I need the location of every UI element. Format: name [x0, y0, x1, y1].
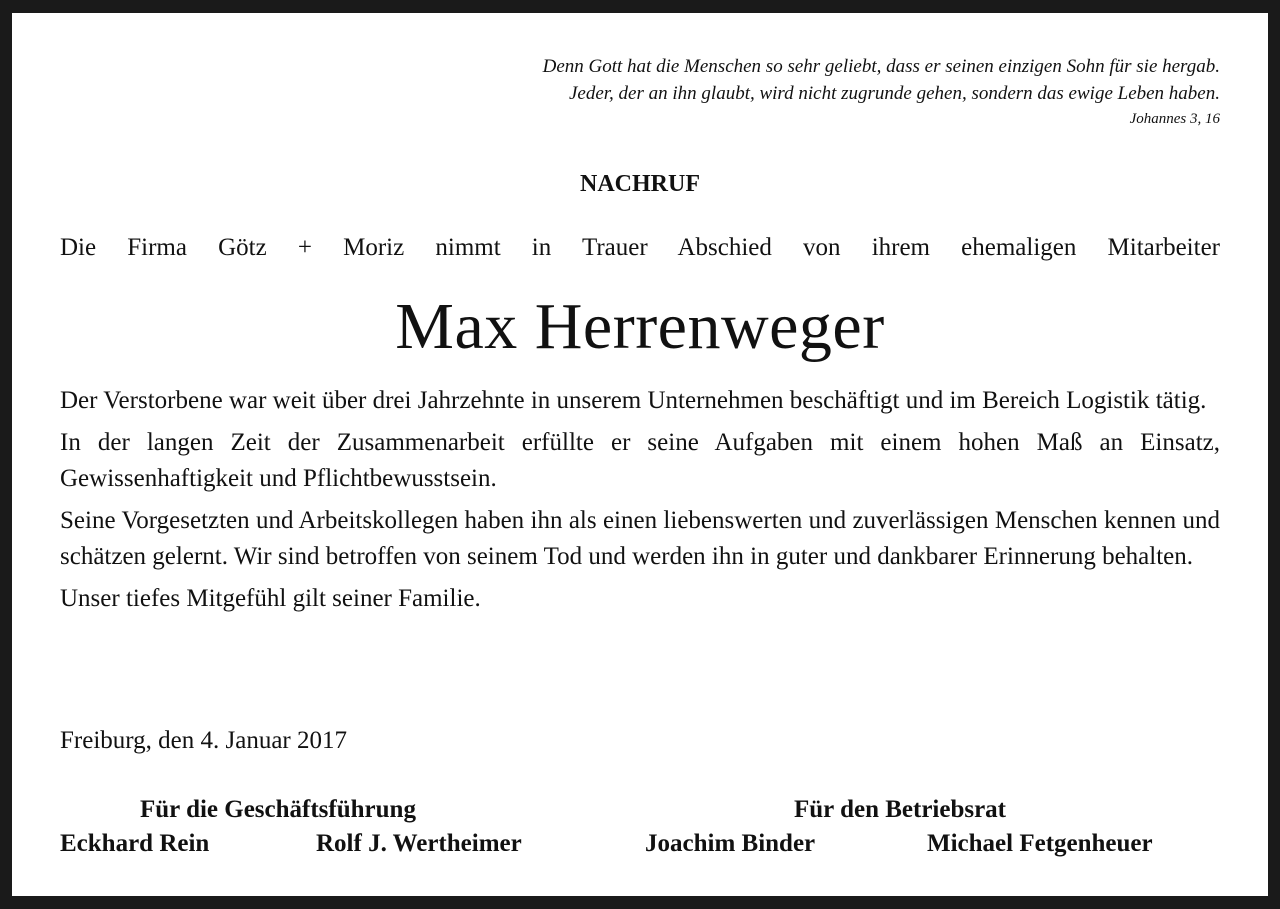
place-and-date: Freiburg, den 4. Januar 2017	[60, 727, 347, 754]
quote-reference: Johannes 3, 16	[1129, 111, 1220, 127]
signatory-name: Michael Fetgenheuer	[927, 830, 1153, 857]
notice-heading: NACHRUF	[580, 171, 700, 197]
paragraph: Seine Vorgesetzten und Arbeitskollegen haben ihn als einen liebenswerten und zuverlässigen Menschen kennen und schätzen gelernt. Wir sind betroffen von seinem Tod und werden ihn in guter und dankbarer Erinnerung behalten.	[60, 507, 1220, 570]
signatory-name: Joachim Binder	[645, 830, 816, 857]
quote-line-1: Denn Gott hat die Menschen so sehr geliebt, dass er seinen einzigen Sohn für sie hergab.	[542, 56, 1220, 77]
management-signature-title: Für die Geschäftsführung	[140, 796, 416, 823]
intro-text: Die Firma Götz + Moriz nimmt in Trauer Abschied von ihrem ehemaligen Mitarbeiter	[60, 234, 1220, 261]
signatory-name: Rolf J. Wertheimer	[316, 830, 522, 857]
notice-body	[60, 383, 1220, 623]
bible-quote	[543, 53, 1220, 131]
paragraph: Unser tiefes Mitgefühl gilt seiner Familie.	[60, 585, 481, 612]
works-council-signature-title: Für den Betriebsrat	[794, 796, 1007, 823]
deceased-name: Max Herrenweger	[395, 290, 885, 363]
paragraph: Der Verstorbene war weit über drei Jahrzehnte in unserem Unternehmen beschäftigt und im Bereich Logistik tätig.	[60, 387, 1207, 414]
obituary-notice	[12, 13, 1268, 896]
quote-line-2: Jeder, der an ihn glaubt, wird nicht zugrunde gehen, sondern das ewige Leben haben.	[568, 83, 1220, 104]
signatory-name: Eckhard Rein	[60, 830, 210, 857]
paragraph: In der langen Zeit der Zusammenarbeit erfüllte er seine Aufgaben mit einem hohen Maß an Einsatz, Gewissenhaftigkeit und Pflichtbewusstsein.	[60, 429, 1220, 492]
